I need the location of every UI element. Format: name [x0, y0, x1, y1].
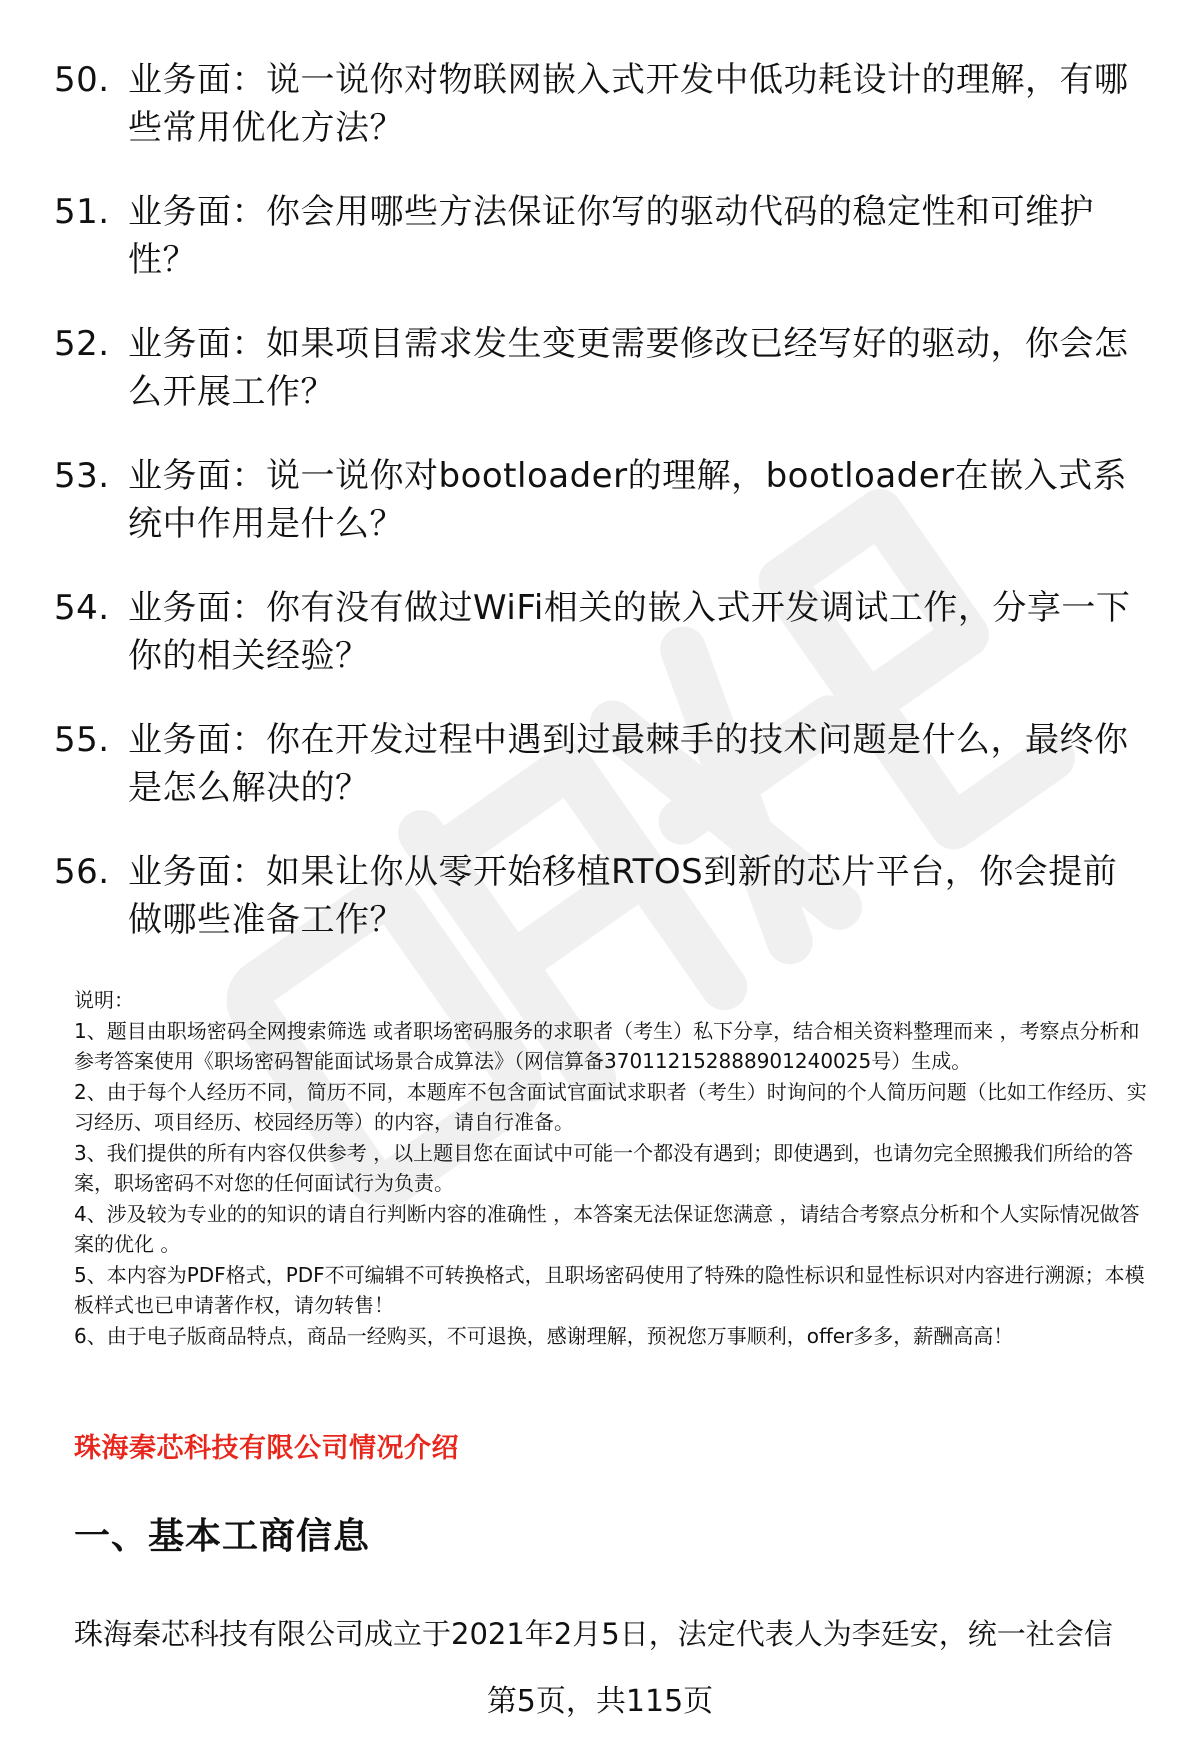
note-item: 1、题目由职场密码全网搜索筛选 或者职场密码服务的求职者（考生）私下分享，结合相关资料整理而来 ，考察点分析和参考答案使用《职场密码智能面试场景合成算法》（网信算备370112152888901240025号）生成。	[74, 1018, 1140, 1073]
question-item	[0, 848, 1200, 944]
question-text: 业务面：说一说你对bootloader的理解，bootloader在嵌入式系统中作用是什么？	[128, 456, 1128, 544]
question-number: 52.	[54, 324, 110, 364]
question-item	[0, 188, 1200, 284]
note-item: 2、由于每个人经历不同，简历不同，本题库不包含面试官面试求职者（考生）时询问的个人简历问题（比如工作经历、实习经历、项目经历、校园经历等）的内容，请自行准备。	[74, 1079, 1147, 1134]
note-item: 4、涉及较为专业的的知识的请自行判断内容的准确性 ，本答案无法保证您满意 ，请结合考察点分析和个人实际情况做答案的优化 。	[74, 1201, 1140, 1256]
question-number: 55.	[54, 720, 110, 760]
question-number: 51.	[54, 192, 110, 232]
question-text: 业务面：说一说你对物联网嵌入式开发中低功耗设计的理解，有哪些常用优化方法？	[128, 60, 1129, 148]
question-item	[0, 56, 1200, 152]
question-item	[0, 716, 1200, 812]
question-text: 业务面：你有没有做过WiFi相关的嵌入式开发调试工作，分享一下你的相关经验？	[128, 588, 1131, 676]
section-heading: 一、基本工商信息	[74, 1516, 371, 1557]
question-text: 业务面：如果项目需求发生变更需要修改已经写好的驱动，你会怎么开展工作？	[128, 324, 1129, 412]
body-paragraph: 珠海秦芯科技有限公司成立于2021年2月5日，法定代表人为李廷安，统一社会信	[74, 1617, 1113, 1651]
question-item	[0, 320, 1200, 416]
question-text: 业务面：如果让你从零开始移植RTOS到新的芯片平台，你会提前做哪些准备工作？	[128, 852, 1118, 940]
question-item	[0, 584, 1200, 680]
question-number: 50.	[54, 60, 110, 100]
question-text: 业务面：你在开发过程中遇到过最棘手的技术问题是什么，最终你是怎么解决的？	[128, 720, 1129, 808]
question-list	[0, 56, 1200, 980]
note-item: 6、由于电子版商品特点，商品一经购买，不可退换，感谢理解，预祝您万事顺利，offer多多，薪酬高高！	[74, 1323, 1014, 1348]
question-item	[0, 452, 1200, 548]
notes-section	[74, 985, 1154, 1351]
question-number: 56.	[54, 852, 110, 892]
note-item: 3、我们提供的所有内容仅供参考 ，以上题目您在面试中可能一个都没有遇到；即使遇到，也请勿完全照搬我们所给的答案，职场密码不对您的任何面试行为负责。	[74, 1140, 1134, 1195]
company-title: 珠海秦芯科技有限公司情况介绍	[74, 1433, 459, 1464]
note-item: 5、本内容为PDF格式，PDF不可编辑不可转换格式，且职场密码使用了特殊的隐性标识和显性标识对内容进行溯源；本模板样式也已申请著作权，请勿转售！	[74, 1262, 1145, 1317]
question-number: 53.	[54, 456, 110, 496]
question-text: 业务面：你会用哪些方法保证你写的驱动代码的稳定性和可维护性？	[128, 192, 1094, 280]
question-number: 54.	[54, 588, 110, 628]
notes-heading: 说明：	[74, 988, 134, 1012]
page-footer: 第5页，共115页	[486, 1684, 714, 1719]
